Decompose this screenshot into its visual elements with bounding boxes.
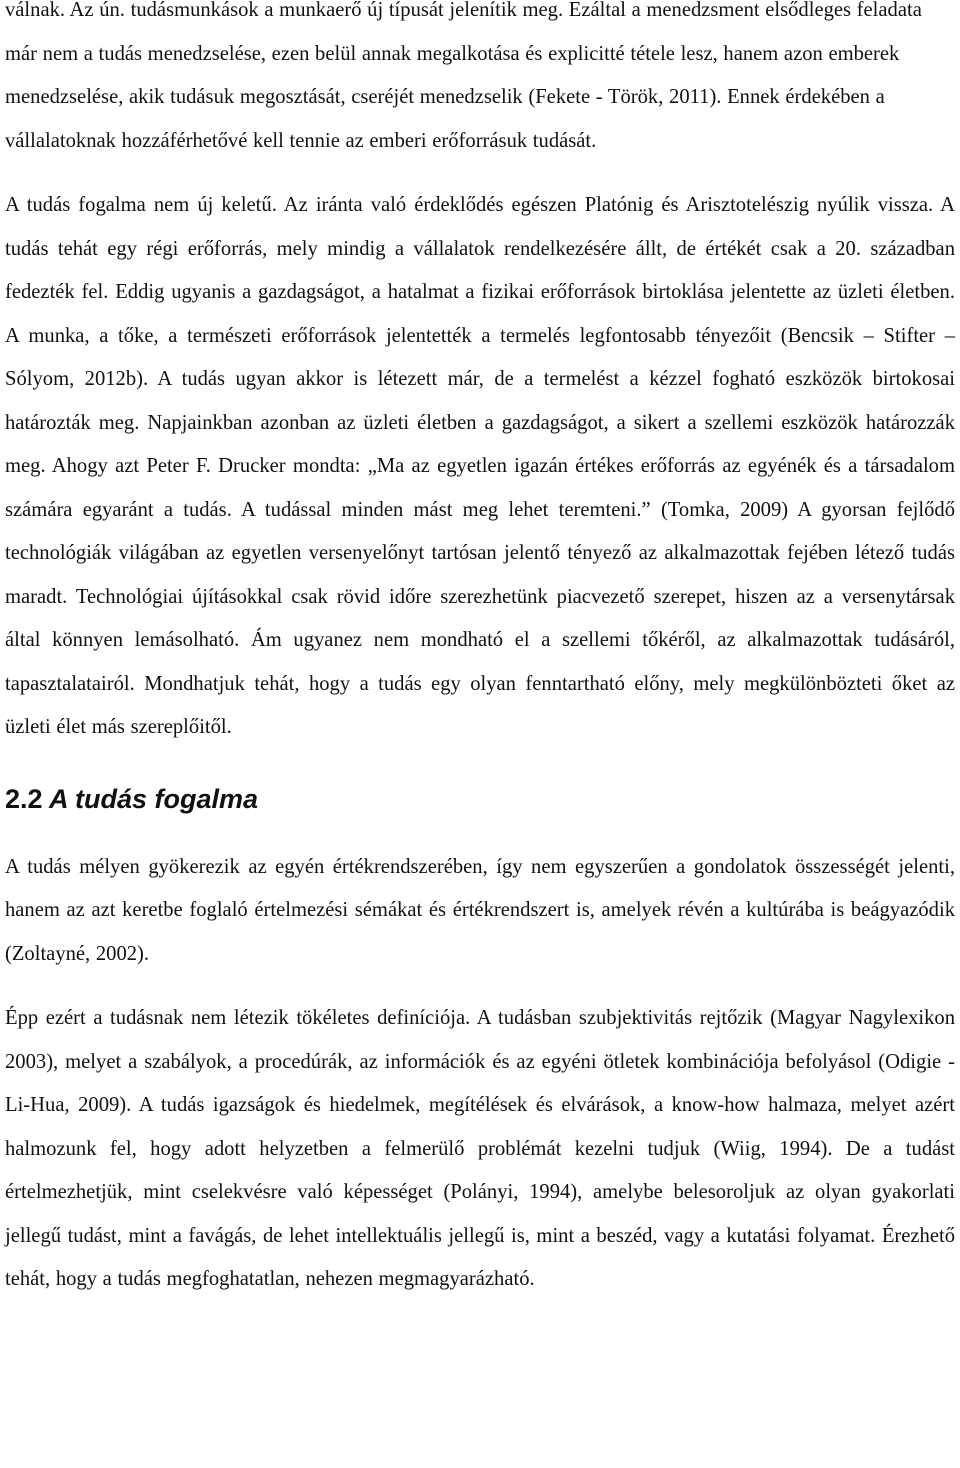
paragraph-spacer: [5, 163, 955, 184]
paragraph-3: A tudás mélyen gyökerezik az egyén értékrendszerében, így nem egyszerűen a gondolatok összességét jelenti, hanem az azt keretbe foglaló értelmezési sémákat és értékrendszert is, amelyek révén a kultúrába is beágyazódik (Zoltayné, 2002).: [5, 855, 955, 965]
paragraph-2: A tudás fogalma nem új keletű. Az iránta való érdeklődés egészen Platónig és Arisztotelészig nyúlik vissza. A tudás tehát egy régi erőforrás, mely mindig a vállalatok rendelkezésére állt, de értékét csak a 20. században fedezték fel. Eddig ugyanis a gazdagságot, a hatalmat a fizikai erőforrások birtoklása jelentette az üzleti életben. A munka, a tőke, a természeti erőforrások jelentették a termelés legfontosabb tényezőit (Bencsik – Stifter – Sólyom, 2012b). A tudás ugyan akkor is létezett már, de a termelést a kézzel fogható eszközök birtokosai határozták meg. Napjainkban azonban az üzleti életben a gazdagságot, a sikert a szellemi eszközök határozzák meg. Ahogy azt Peter F. Drucker mondta: „Ma az egyetlen igazán értékes erőforrás az egyénék és a társadalom számára egyaránt a tudás. A tudással minden mást meg lehet teremteni.” (Tomka, 2009) A gyorsan fejlődő technológiák világában az egyetlen versenyelőnyt tartósan jelentő tényező az alkalmazottak fejében létező tudás maradt. Technológiai újításokkal csak rövid időre szerezhetünk piacvezető szerepet, hiszen az a versenytársak által könnyen lemásolható. Ám ugyanez nem mondható el a szellemi tőkéről, az alkalmazottak tudásáról, tapasztalatairól. Mondhatjuk tehát, hogy a tudás egy olyan fenntartható előny, mely megkülönbözteti őket az üzleti élet más szereplőitől.: [5, 194, 955, 738]
paragraph-4: Épp ezért a tudásnak nem létezik tökéletes definíciója. A tudásban szubjektivitás rejtőzik (Magyar Nagylexikon 2003), melyet a szabályok, a procedúrák, az információk és az egyéni ötletek kombinációja befolyásol (Odigie - Li-Hua, 2009). A tudás igazságok és hiedelmek, megítélések és elvárások, a know-how halmaza, melyet azért halmozunk fel, hogy adott helyzetben a felmerülő problémát kezelni tudjuk (Wiig, 1994). De a tudást értelmezhetjük, mint cselekvésre való képességet (Polányi, 1994), amelybe belesoroljuk az olyan gyakorlati jellegű tudást, mint a favágás, de lehet intellektuális jellegű is, mint a beszéd, vagy a kutatási folyamat. Érezhető tehát, hogy a tudás megfoghatatlan, nehezen megmagyarázható.: [5, 1007, 955, 1290]
section-number: 2.2: [5, 783, 43, 814]
section-heading: [5, 750, 955, 846]
paragraph-1: válnak. Az ún. tudásmunkások a munkaerő új típusát jelenítik meg. Ezáltal a menedzsment elsődleges feladata már nem a tudás menedzselése, ezen belül annak megalkotása és explicitté tétele lesz, hanem azon emberek menedzselése, akik tudásuk megosztását, cseréjét menedzselik (Fekete - Török, 2011). Ennek érdekében a vállalatoknak hozzáférhetővé kell tennie az emberi erőforrásuk tudását.: [5, 0, 922, 152]
document-page: [5, 0, 955, 1302]
paragraph-spacer: [5, 976, 955, 997]
section-title: A tudás fogalma: [49, 783, 259, 814]
